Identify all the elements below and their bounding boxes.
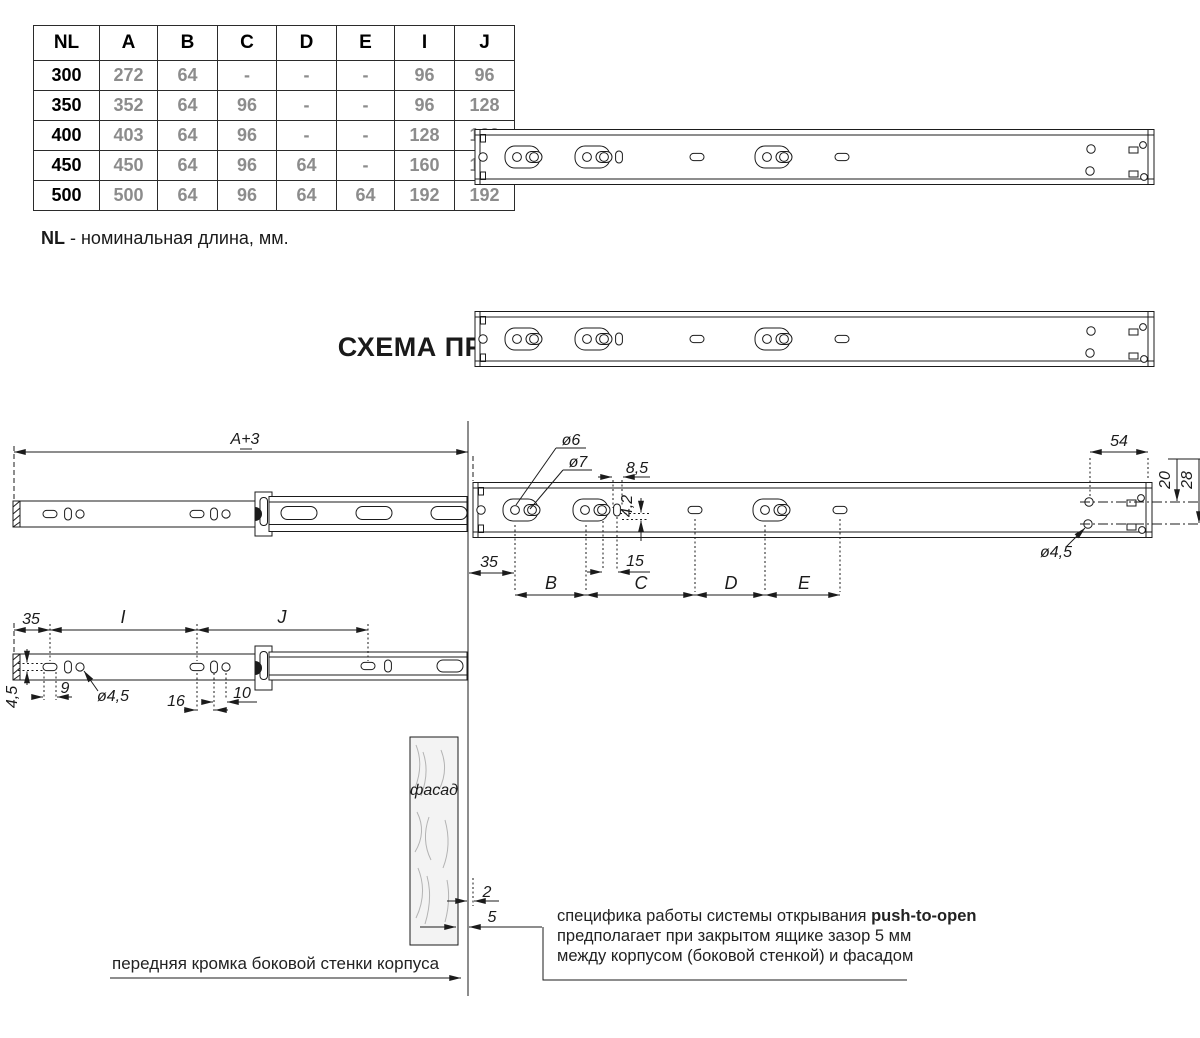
cell: -: [277, 121, 337, 151]
cell: 96: [218, 91, 277, 121]
col-header: I: [395, 26, 455, 61]
dim-label-15: 15: [626, 553, 644, 570]
footnote-term: NL: [41, 228, 65, 248]
cell: 160: [395, 151, 455, 181]
dim-label-d7: ø7: [568, 454, 588, 471]
cell: 64: [158, 151, 218, 181]
dim-label-9: 9: [60, 680, 70, 697]
cabinet-member: [473, 483, 1152, 538]
cell: 64: [277, 181, 337, 211]
front-edge-label: передняя кромка боковой стенки корпуса: [112, 954, 440, 973]
cell: 500: [34, 181, 100, 211]
cabinet-member: [475, 312, 1154, 367]
dim-label-4-2: 4,2: [619, 494, 636, 518]
facade-label: фасад: [409, 782, 459, 799]
facade-panel: [410, 737, 458, 945]
push-to-open-note: [557, 906, 976, 966]
cell: 300: [34, 61, 100, 91]
cell: 128: [395, 121, 455, 151]
cell: 64: [158, 121, 218, 151]
dim-label-16: 16: [167, 693, 185, 710]
cell: -: [277, 61, 337, 91]
cabinet-member: [475, 130, 1154, 185]
dim-label-d6: ø6: [561, 432, 581, 449]
note-line-1: [557, 906, 976, 926]
dim-a3: [14, 446, 473, 499]
footnote-text: - номинальная длина, мм.: [65, 228, 289, 248]
cell: -: [337, 91, 395, 121]
drawer-member-middle: [269, 497, 467, 532]
cell: 450: [100, 151, 158, 181]
dim-label-i: I: [120, 607, 126, 627]
cell: 64: [158, 61, 218, 91]
cell: 96: [455, 61, 515, 91]
dim-label-a3: A+3: [230, 431, 260, 448]
col-header: D: [277, 26, 337, 61]
dim-label-20: 20: [1157, 471, 1174, 489]
dim-label-j: J: [277, 607, 287, 627]
cell: 96: [395, 61, 455, 91]
dim-label-4-5: 4,5: [4, 685, 21, 709]
cell: 500: [100, 181, 158, 211]
col-header: A: [100, 26, 158, 61]
dim-label-d45-dia: ø4,5: [96, 688, 130, 705]
dim-label-5: 5: [487, 909, 497, 926]
drawer-member-left: [13, 501, 255, 527]
cell: 96: [218, 151, 277, 181]
cell: -: [337, 151, 395, 181]
cell: -: [218, 61, 277, 91]
cell: 160: [455, 151, 515, 181]
page-title: СХЕМА ПРИСАДКИ НАПРАВЛЯЮЩИХ: [337, 332, 858, 362]
dim-label-c: C: [634, 573, 648, 593]
cell: 352: [100, 91, 158, 121]
dim-label-b: B: [544, 573, 558, 593]
col-header: B: [158, 26, 218, 61]
dim-label-35-left: 35: [22, 611, 40, 628]
cell: 450: [34, 151, 100, 181]
cell: 96: [218, 181, 277, 211]
cell: 403: [100, 121, 158, 151]
dim-label-d45-right: ø4,5: [1039, 544, 1073, 561]
col-header: NL: [34, 26, 100, 61]
dim-label-54: 54: [1110, 433, 1128, 450]
cell: 64: [158, 181, 218, 211]
cell: 400: [34, 121, 100, 151]
col-header: C: [218, 26, 277, 61]
cell: 64: [337, 181, 395, 211]
col-header: E: [337, 26, 395, 61]
cell: -: [277, 91, 337, 121]
cell: 350: [34, 91, 100, 121]
note-line-1-bold: push-to-open: [871, 907, 977, 925]
note-line-1-text: специфика работы системы открывания: [557, 907, 872, 925]
col-header: J: [455, 26, 515, 61]
dim-label-10: 10: [233, 685, 251, 702]
cell: 192: [455, 181, 515, 211]
cell: 160: [455, 121, 515, 151]
cell: 128: [455, 91, 515, 121]
cell: 192: [395, 181, 455, 211]
diagram-extended-slide: [13, 446, 1200, 595]
cell: 64: [277, 151, 337, 181]
dim-label-e: E: [797, 573, 811, 593]
cell: 64: [158, 91, 218, 121]
diagram-closed-slide: [13, 130, 1154, 713]
drawer-member-left: [13, 654, 255, 680]
cell: -: [337, 121, 395, 151]
dim-label-d: D: [724, 573, 738, 593]
dim-label-8-5: 8,5: [625, 460, 649, 477]
dim-label-2: 2: [482, 884, 492, 901]
dim-label-35-top: 35: [480, 554, 498, 571]
dim-label-28: 28: [1179, 471, 1196, 489]
note-line-2: предполагает при закрытом ящике зазор 5 мм: [557, 927, 912, 945]
note-line-3: между корпусом (боковой стенкой) и фасадом: [557, 947, 914, 965]
cell: 96: [218, 121, 277, 151]
cell: 272: [100, 61, 158, 91]
cell: -: [337, 61, 395, 91]
cell: 96: [395, 91, 455, 121]
